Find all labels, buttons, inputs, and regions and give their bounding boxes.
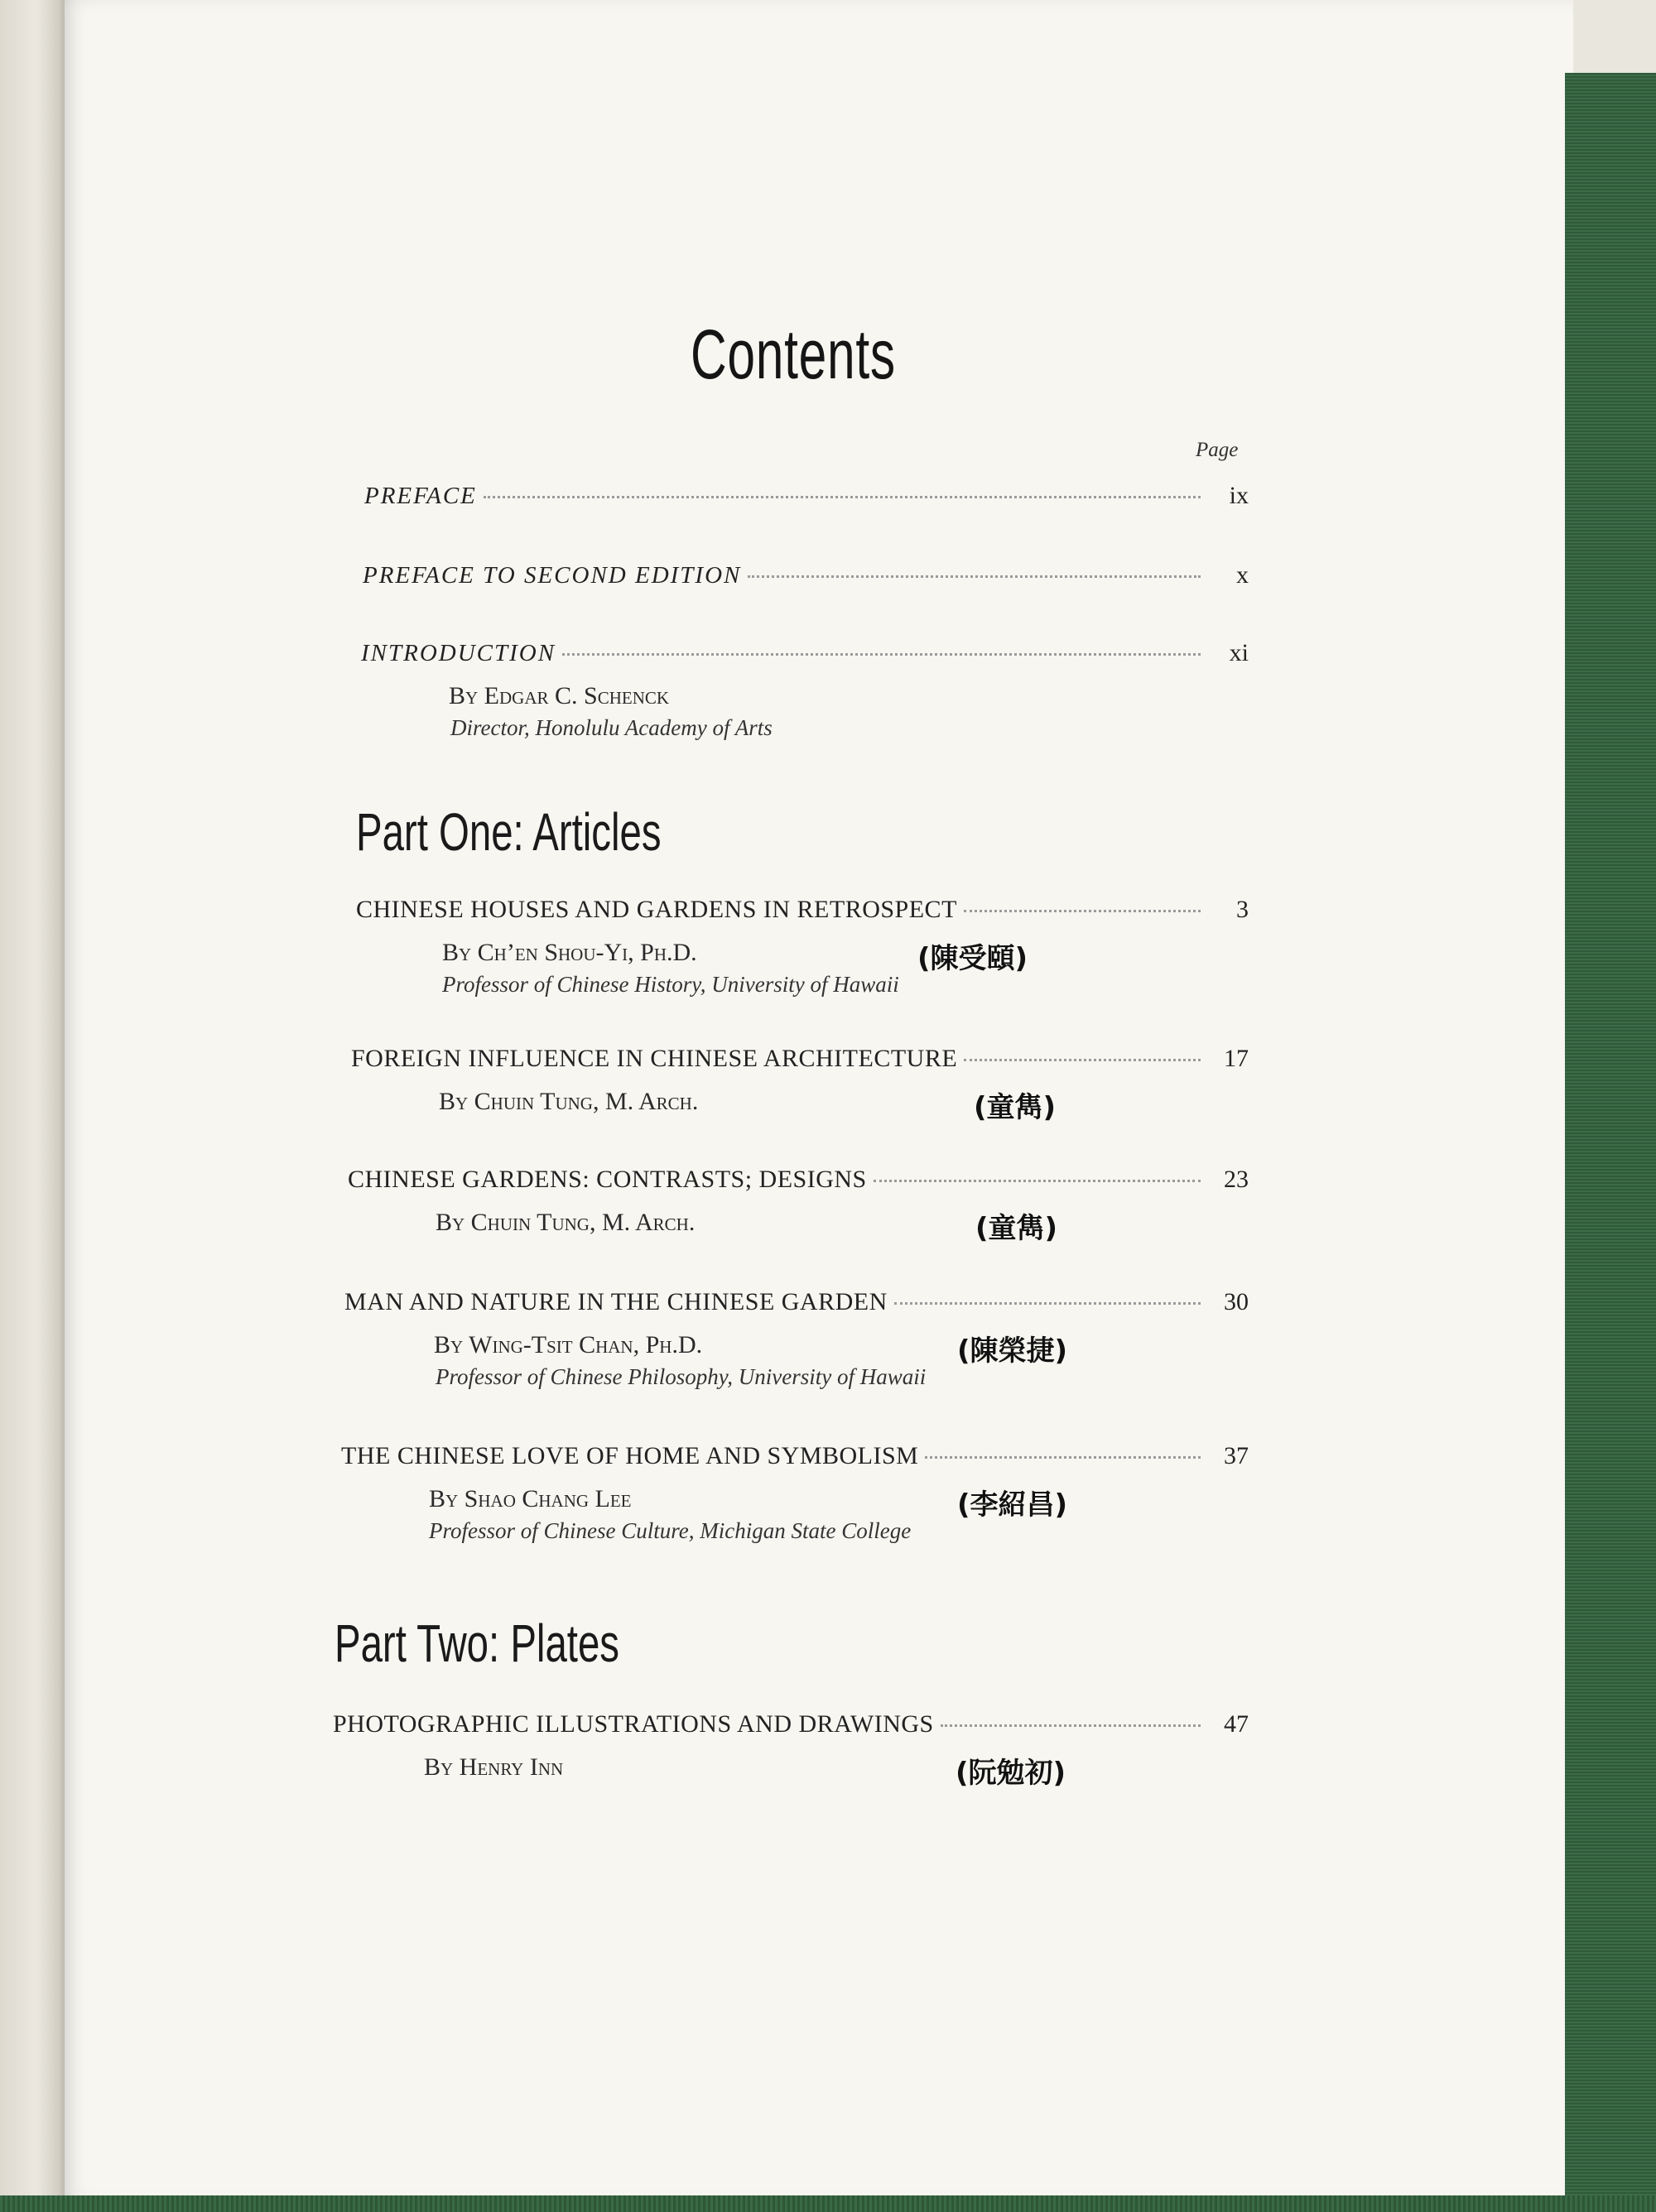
page-column-header: Page xyxy=(1196,439,1239,461)
dot-leader xyxy=(562,653,1201,656)
author-chinese-name: (童雋) xyxy=(974,1091,1057,1124)
dot-leader xyxy=(964,910,1201,912)
toc-entry-introduction xyxy=(361,639,1249,667)
author-byline: By Henry Inn xyxy=(424,1753,564,1781)
toc-entry-title: PREFACE xyxy=(364,483,477,509)
part-two-heading: Part Two: Plates xyxy=(335,1613,619,1673)
author-affiliation: Director, Honolulu Academy of Arts xyxy=(450,715,773,740)
toc-entry-title: INTRODUCTION xyxy=(361,640,556,666)
toc-entry-title: MAN AND NATURE IN THE CHINESE GARDEN xyxy=(344,1288,888,1315)
toc-entry-title: CHINESE HOUSES AND GARDENS IN RETROSPECT xyxy=(356,896,957,923)
author-byline: By Chuin Tung, M. Arch. xyxy=(439,1088,699,1115)
author-chinese-name: (陳榮捷) xyxy=(957,1334,1068,1368)
author-affiliation: Professor of Chinese Culture, Michigan State College xyxy=(429,1518,912,1543)
toc-page-number: 30 xyxy=(1224,1288,1249,1315)
toc-entry-article xyxy=(351,1045,1249,1073)
toc-entry-preface xyxy=(364,482,1249,510)
toc-entry-title: THE CHINESE LOVE OF HOME AND SYMBOLISM xyxy=(341,1442,919,1469)
toc-entry-article xyxy=(341,1442,1249,1470)
dot-leader xyxy=(894,1302,1201,1305)
toc-page-number: 3 xyxy=(1236,896,1249,923)
toc-entry-title: PHOTOGRAPHIC ILLUSTRATIONS AND DRAWINGS xyxy=(333,1710,934,1738)
cloth-cover-bottom-edge xyxy=(0,2195,1656,2212)
dot-leader xyxy=(925,1456,1201,1459)
dot-leader xyxy=(964,1059,1201,1061)
toc-page-number: 17 xyxy=(1224,1045,1249,1072)
author-chinese-name: (童雋) xyxy=(975,1212,1058,1245)
dot-leader xyxy=(941,1724,1201,1727)
toc-entry-article xyxy=(348,1166,1249,1194)
author-chinese-name: (李紹昌) xyxy=(957,1488,1068,1522)
dot-leader xyxy=(874,1180,1201,1182)
author-byline: By Chuin Tung, M. Arch. xyxy=(436,1209,696,1236)
contents-title: Contents xyxy=(691,315,896,393)
toc-entry-article xyxy=(356,896,1249,924)
toc-page-number: xi xyxy=(1229,639,1249,666)
author-chinese-name: (阮勉初) xyxy=(956,1757,1066,1790)
toc-entry-title: CHINESE GARDENS: CONTRASTS; DESIGNS xyxy=(348,1166,867,1193)
part-one-heading: Part One: Articles xyxy=(356,802,662,862)
book-gutter xyxy=(0,0,66,2212)
toc-page-number: 23 xyxy=(1224,1166,1249,1193)
author-chinese-name: (陳受頤) xyxy=(917,942,1028,975)
toc-page-number: 37 xyxy=(1224,1442,1249,1469)
cloth-cover-edge xyxy=(1565,73,1656,2212)
author-affiliation: Professor of Chinese History, University of Hawaii xyxy=(442,972,899,997)
dot-leader xyxy=(484,496,1201,498)
toc-entry-article xyxy=(344,1288,1249,1316)
toc-entry-title: PREFACE TO SECOND EDITION xyxy=(363,562,742,589)
author-byline: By Ch’en Shou-Yi, Ph.D. xyxy=(442,939,697,966)
author-affiliation: Professor of Chinese Philosophy, University of Hawaii xyxy=(436,1364,927,1389)
toc-entry-title: FOREIGN INFLUENCE IN CHINESE ARCHITECTURE xyxy=(351,1045,958,1072)
author-byline: By Shao Chang Lee xyxy=(429,1485,632,1512)
toc-entry-preface-second-edition xyxy=(363,561,1249,589)
toc-page-number: x xyxy=(1236,561,1249,589)
toc-page-number: ix xyxy=(1229,482,1249,509)
dot-leader xyxy=(748,575,1201,578)
toc-entry-article xyxy=(333,1710,1249,1738)
author-byline: By Edgar C. Schenck xyxy=(449,682,670,709)
author-byline: By Wing-Tsit Chan, Ph.D. xyxy=(434,1331,703,1358)
toc-page-number: 47 xyxy=(1224,1710,1249,1738)
